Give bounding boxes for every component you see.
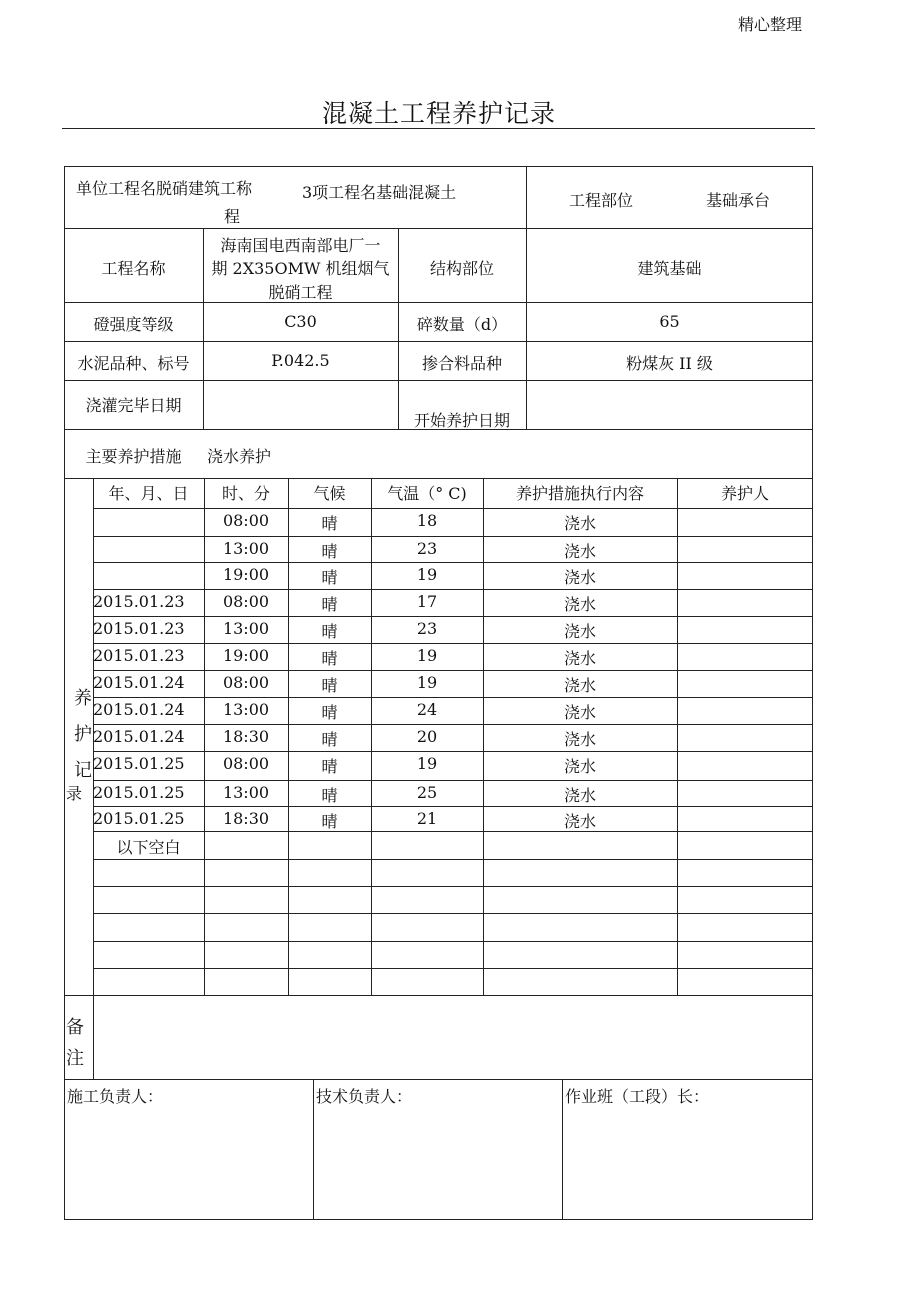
record-weather: 晴: [321, 595, 338, 614]
construction-manager-signature: 施工负责人：: [67, 1087, 164, 1106]
record-temperature: 19: [416, 565, 438, 584]
record-row-divider: [93, 562, 813, 563]
record-time: 13:00: [222, 700, 270, 719]
admixture-label: 掺合料品种: [421, 354, 502, 373]
record-row-divider: [93, 724, 813, 725]
record-action: 浇水: [563, 542, 596, 561]
remarks-label: 备: [66, 1017, 84, 1038]
record-side-label: 护: [74, 724, 92, 745]
grade-value: C30: [284, 312, 317, 331]
record-temperature: 21: [416, 809, 438, 828]
header-note: 精心整理: [738, 15, 803, 34]
record-row-divider: [93, 508, 813, 509]
technical-manager-signature: 技术负责人：: [316, 1087, 413, 1106]
cement-label: 水泥品种、标号: [77, 354, 190, 373]
col-divider: [562, 1079, 563, 1220]
project-name-value: 海南国电西南部电厂一: [220, 236, 381, 255]
record-time: 13:00: [222, 539, 270, 558]
slump-label: 碎数量（d）: [416, 315, 508, 334]
cement-value: P.042.5: [271, 351, 330, 370]
admixture-value: 粉煤灰 II 级: [626, 354, 713, 373]
row-divider: [64, 228, 813, 229]
record-row-divider: [93, 831, 813, 832]
curing-measure-value: 浇水养护: [207, 447, 272, 466]
record-time: 13:00: [222, 783, 270, 802]
record-action: 浇水: [563, 622, 596, 641]
record-action: 浇水: [563, 595, 596, 614]
record-action: 浇水: [563, 757, 596, 776]
record-row-divider: [93, 780, 813, 781]
record-temperature: 23: [416, 539, 438, 558]
record-row-divider: [93, 536, 813, 537]
project-part-value: 基础承台: [706, 191, 771, 210]
record-date: 2015.01.24: [93, 673, 185, 692]
record-action: 浇水: [563, 703, 596, 722]
record-temperature: 23: [416, 619, 438, 638]
structure-part-value: 建筑基础: [637, 259, 702, 278]
record-row-divider: [93, 643, 813, 644]
record-header-cell: 养护措施执行内容: [515, 484, 644, 503]
record-weather: 晴: [321, 703, 338, 722]
col-divider: [93, 995, 94, 1079]
row-divider: [64, 380, 813, 381]
cure-start-date-label: 开始养护日期: [413, 411, 510, 430]
grade-label: 磴强度等级: [93, 315, 174, 334]
record-header-cell: 时、分: [221, 484, 270, 503]
record-weather: 晴: [321, 622, 338, 641]
record-weather: 晴: [321, 568, 338, 587]
record-action: 浇水: [563, 649, 596, 668]
record-date: 2015.01.24: [93, 700, 185, 719]
record-temperature: 24: [416, 700, 438, 719]
unit-project-label: 单位工程名脱硝建筑工称: [76, 179, 253, 198]
record-time: 19:00: [222, 565, 270, 584]
record-side-label: 记: [74, 760, 92, 781]
record-date: 2015.01.23: [93, 646, 185, 665]
row-divider: [64, 995, 813, 996]
record-header-cell: 气候: [313, 484, 346, 503]
record-temperature: 20: [416, 727, 438, 746]
record-temperature: 18: [416, 511, 438, 530]
structure-part-label: 结构部位: [429, 259, 494, 278]
record-action: 浇水: [563, 676, 596, 695]
record-action: 浇水: [563, 514, 596, 533]
record-row-divider: [93, 670, 813, 671]
record-time: 18:30: [222, 809, 270, 828]
record-temperature: 19: [416, 673, 438, 692]
record-weather: 晴: [321, 786, 338, 805]
col-divider: [313, 1079, 314, 1220]
record-row-divider: [93, 886, 813, 887]
record-time: 13:00: [222, 619, 270, 638]
record-col-divider: [677, 478, 678, 995]
slump-value: 65: [659, 312, 680, 331]
record-date: 2015.01.23: [93, 592, 185, 611]
team-leader-signature: 作业班（工段）长：: [565, 1087, 710, 1106]
unit-project-label-cont: 程: [224, 207, 241, 226]
record-row-divider: [93, 913, 813, 914]
record-row-divider: [93, 968, 813, 969]
row-divider: [64, 302, 813, 303]
record-time: 08:00: [222, 754, 270, 773]
title-underline: [62, 128, 815, 129]
record-temperature: 17: [416, 592, 438, 611]
record-temperature: 19: [416, 646, 438, 665]
record-weather: 晴: [321, 812, 338, 831]
col-divider: [526, 166, 527, 228]
curing-measure-label: 主要养护措施: [85, 447, 182, 466]
blank-below-note: 以下空白: [116, 838, 181, 857]
remarks-label: 注: [66, 1048, 84, 1069]
record-action: 浇水: [563, 812, 596, 831]
row-divider: [64, 478, 813, 479]
record-weather: 晴: [321, 730, 338, 749]
pour-end-date-label: 浇灌完毕日期: [85, 396, 182, 415]
record-row-divider: [93, 697, 813, 698]
record-action: 浇水: [563, 568, 596, 587]
record-time: 19:00: [222, 646, 270, 665]
record-date: 2015.01.24: [93, 727, 185, 746]
row-divider: [64, 1079, 813, 1080]
record-row-divider: [93, 589, 813, 590]
record-row-divider: [93, 859, 813, 860]
row-divider: [64, 341, 813, 342]
record-row-divider: [93, 616, 813, 617]
record-time: 08:00: [222, 673, 270, 692]
record-row-divider: [93, 806, 813, 807]
record-header-cell: 气温（° C): [387, 484, 467, 503]
project-name-value-3: 脱硝工程: [268, 283, 333, 302]
record-date: 2015.01.25: [93, 754, 185, 773]
page-title: 混凝土工程养护记录: [321, 99, 556, 128]
sub-project-label: 3项工程名基础混凝土: [302, 183, 457, 202]
record-side-label: 录: [66, 784, 83, 803]
record-temperature: 19: [416, 754, 438, 773]
record-action: 浇水: [563, 786, 596, 805]
record-side-label: 养: [74, 688, 92, 709]
record-weather: 晴: [321, 542, 338, 561]
project-part-label: 工程部位: [569, 191, 634, 210]
record-date: 2015.01.25: [93, 783, 185, 802]
record-time: 18:30: [222, 727, 270, 746]
project-name-value-2: 期 2X35OMW 机组烟气: [211, 259, 390, 278]
record-weather: 晴: [321, 757, 338, 776]
record-time: 08:00: [222, 592, 270, 611]
record-time: 08:00: [222, 511, 270, 530]
record-weather: 晴: [321, 676, 338, 695]
record-date: 2015.01.23: [93, 619, 185, 638]
record-header-cell: 年、月、日: [108, 484, 189, 503]
record-row-divider: [93, 751, 813, 752]
record-action: 浇水: [563, 730, 596, 749]
record-row-divider: [93, 941, 813, 942]
record-weather: 晴: [321, 649, 338, 668]
record-date: 2015.01.25: [93, 809, 185, 828]
record-weather: 晴: [321, 514, 338, 533]
record-temperature: 25: [416, 783, 438, 802]
record-header-cell: 养护人: [720, 484, 769, 503]
project-name-label: 工程名称: [101, 259, 166, 278]
